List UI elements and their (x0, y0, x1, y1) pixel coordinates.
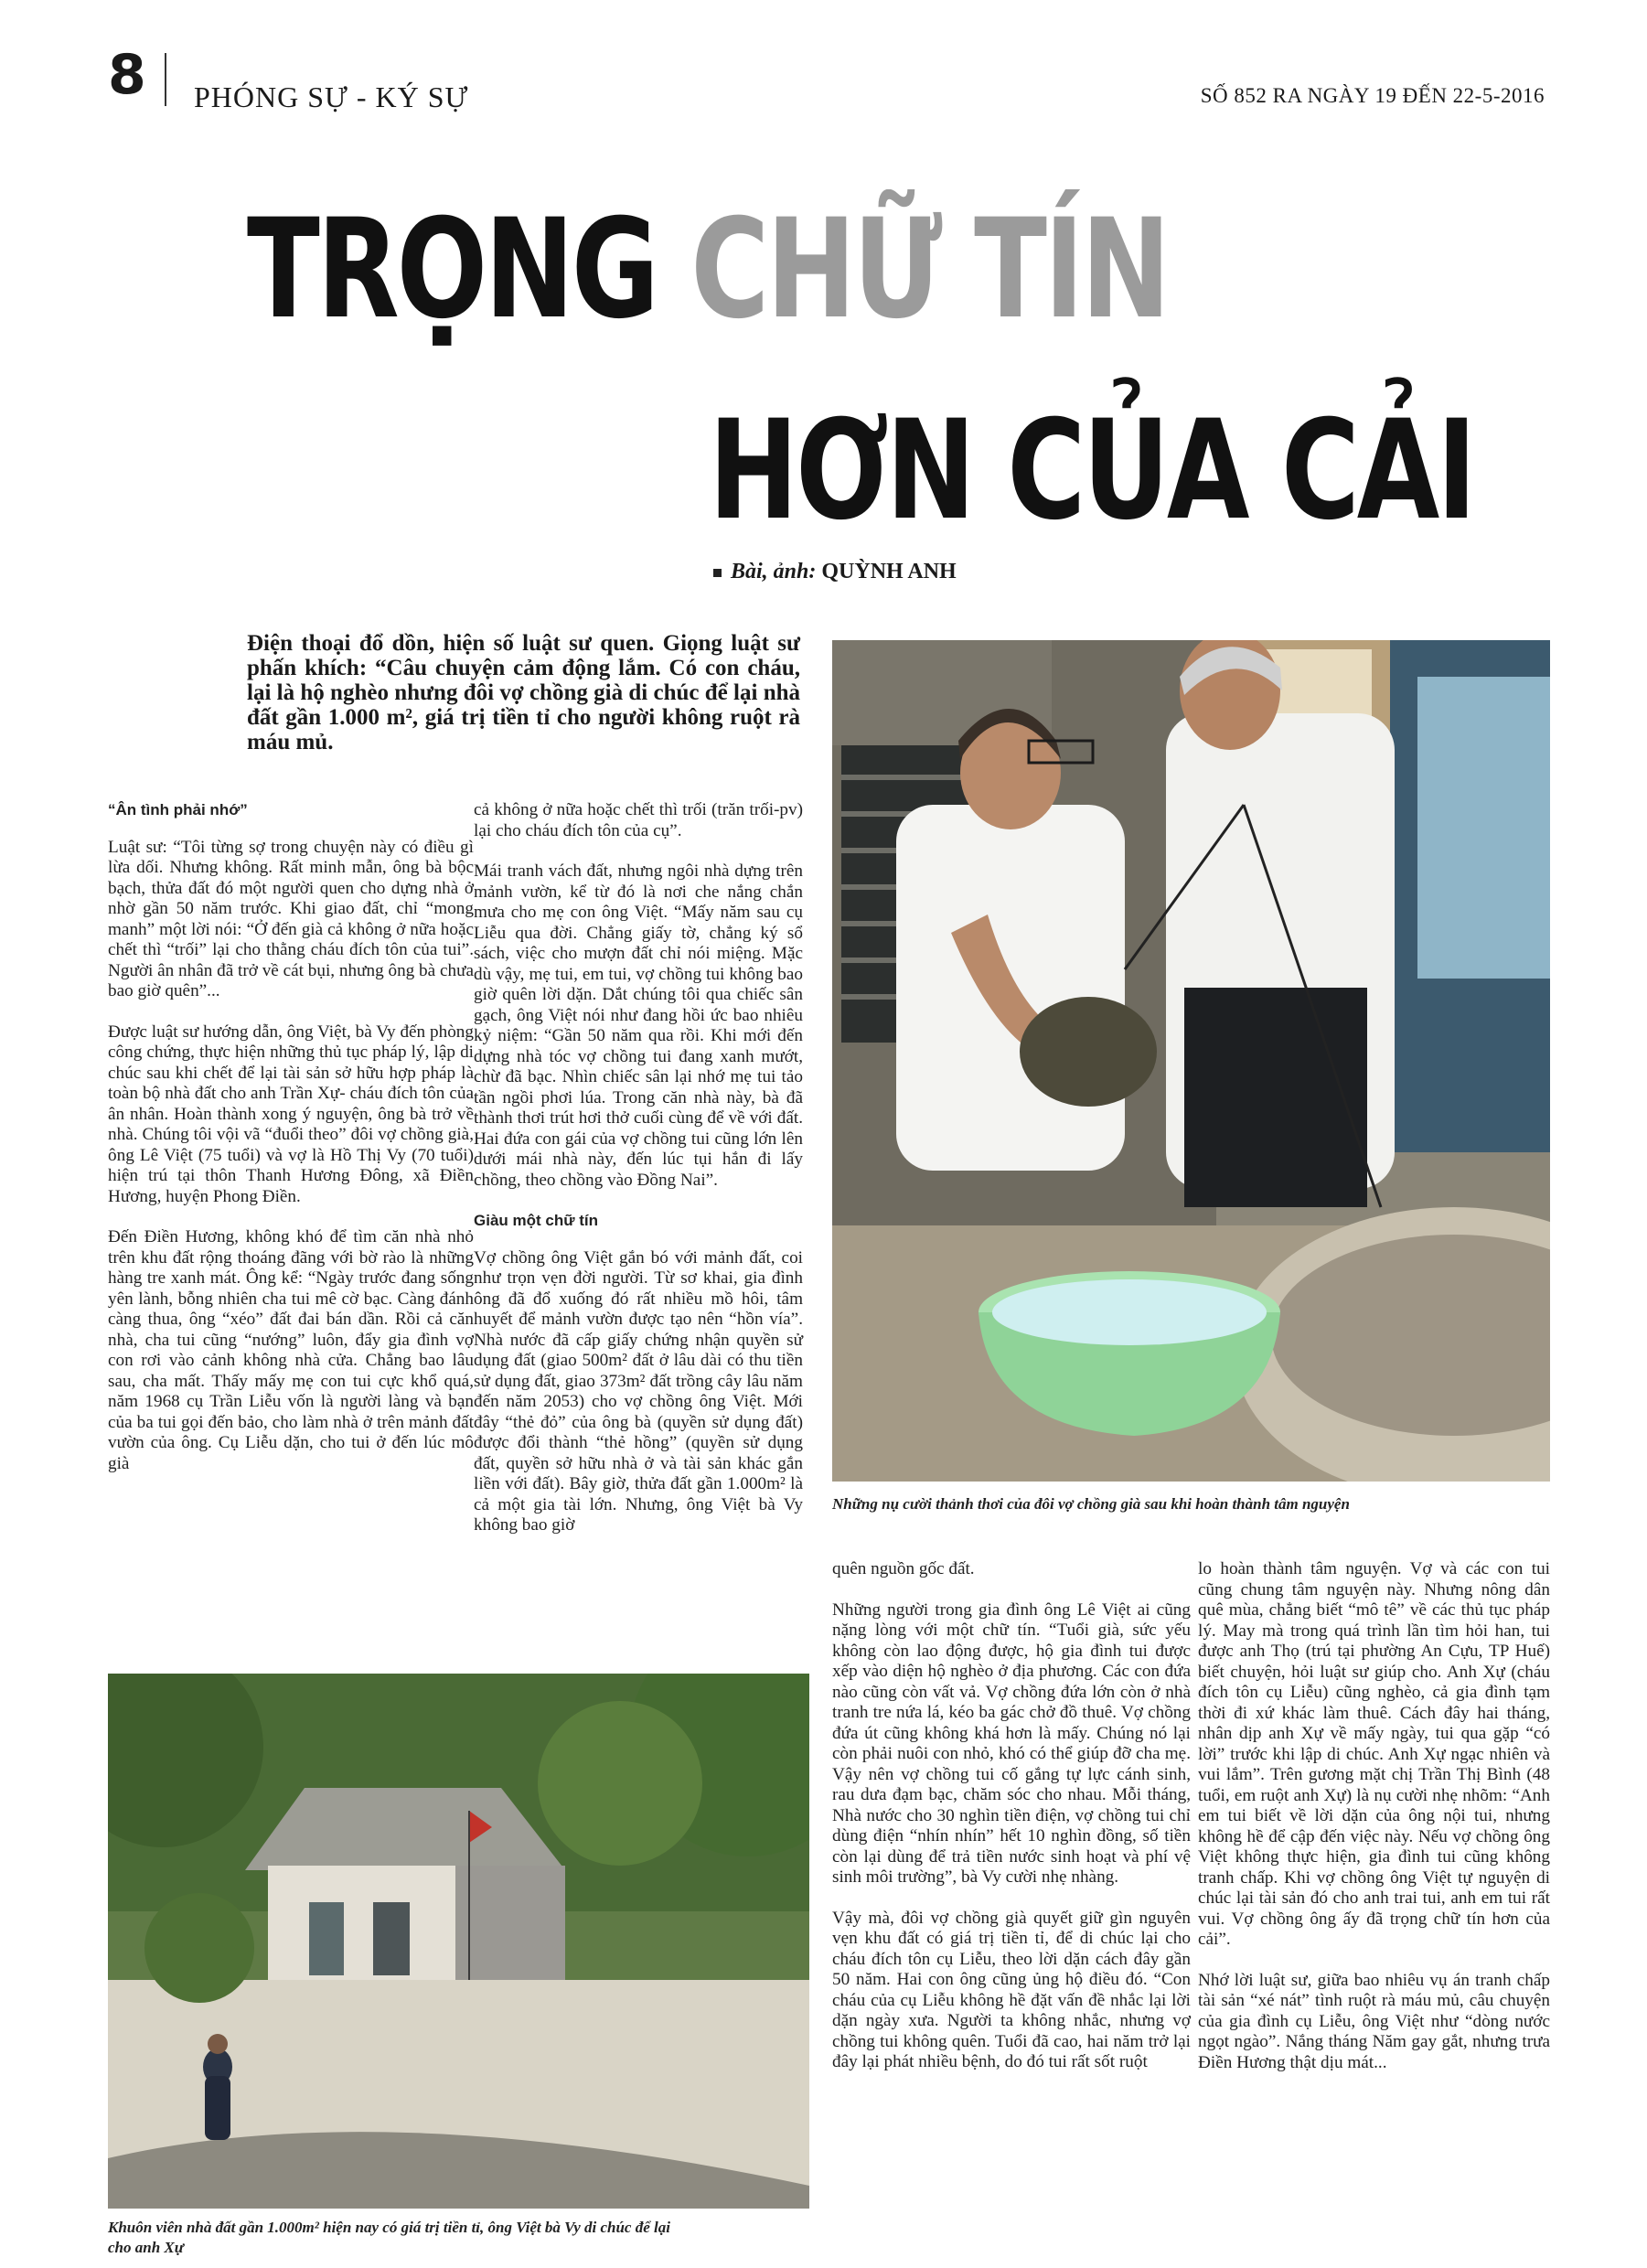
article-column-3 (832, 1559, 1191, 2093)
paragraph: Vậy mà, đôi vợ chồng già quyết giữ gìn nguyên vẹn khu đất có giá trị tiền tỉ, để di chúc lại cho cháu đích tôn cụ Liễu, theo lời dặn cách đây gần 50 năm. Hai con ông cũng ủng hộ điều đó. “Con cháu của cụ Liễu không hề đặt vấn đề nhắc lại lời dặn ngày xưa. Người ta không nhắc, nhưng vợ chồng tui không quên. Tuổi đã cao, hai năm trở lại đây lại phát nhiều bệnh, do đó tui rất sốt ruột (832, 1908, 1191, 2071)
paragraph: Mái tranh vách đất, nhưng ngôi nhà dựng trên mảnh vườn, kể từ đó là nơi che nắng chắn mưa cho mẹ con ông Việt. “Mấy năm sau cụ Liễu qua đời. Chẳng giấy tờ, chẳng ký sổ sách, việc cho mượn đất chỉ nói miệng. Mặc dù vậy, mẹ tui, em tui, vợ chồng tui không bao giờ quên lời dặn. Dắt chúng tôi qua chiếc sân gạch, ông Việt nói như đang hồi ức bao nhiêu kỷ niệm: “Gần 50 năm qua rồi. Khi mới đến dựng nhà tóc vợ chồng tui đang xanh mướt, chừ đã bạc. Nhìn chiếc sân lại nhớ mẹ tui tảo tần ngồi phơi lúa. Trong căn nhà này, bà đã thành thơi trút hơi thở cuối cùng để về với đất. Hai đứa con gái của vợ chồng tui cũng lớn lên dưới mái nhà này, đến lúc tụi hắn đi lấy chồng, theo chồng vào Đồng Nai”. (474, 861, 803, 1190)
page-number: 8 (108, 43, 146, 107)
couple-photo-illustration (832, 640, 1550, 1482)
bullet-square-icon (713, 569, 722, 577)
article-column-4 (1198, 1559, 1550, 2093)
paragraph: Nhớ lời luật sư, giữa bao nhiêu vụ án tranh chấp tài sản “xé nát” tình ruột rà máu mủ, câu chuyện của gia đình cụ Liễu, ông Việt như “dòng nước ngọt ngào”. Nắng tháng Năm gay gắt, nhưng trưa Điền Hương thật dịu mát... (1198, 1970, 1550, 2072)
byline-author: QUỲNH ANH (821, 560, 957, 583)
headline-line-1 (247, 190, 1169, 349)
paragraph: cả không ở nữa hoặc chết thì trối (trăn trối-pv) lại cho cháu đích tôn của cụ”. (474, 800, 803, 840)
paragraph: lo hoàn thành tâm nguyện. Vợ và các con tui cũng chung tâm nguyện này. Nhưng nông dân quê mùa, chẳng biết “mô tê” về các thủ tục pháp lý. May mà trong quá trình lần tìm hỏi han, tui được anh Thọ (trú tại phường An Cựu, TP Huế) biết chuyện, hỏi luật sư giúp cho. Anh Xự (cháu đích tôn cụ Liễu) cũng nghèo, cả gia đình tạm thời đi xứ khác làm thuê. Cách đây hai tháng, nhân dịp anh Xự về mấy ngày, tui qua gặp “có lời” trước khi lập di chúc. Anh Xự ngạc nhiên và vui lắm”. Trên gương mặt chị Trần Thị Bình (48 tuổi, em ruột anh Xự) là nụ cười nhẹ nhõm: “Anh em tui biết về lời dặn của ông nội tui, nhưng không hề để cập đến việc này. Nếu vợ chồng ông Việt không thực hiện, gia đình tui cũng không tranh chấp. Khi vợ chồng ông Việt tự nguyện di chúc lại tài sản đó cho anh trai tui, anh em tui rất vui. Vợ chồng ông ấy đã trọng chữ tín hơn của cải”. (1198, 1559, 1550, 1949)
headline-word-chu-tin: CHỮ TÍN (690, 190, 1169, 349)
house-photo (108, 1674, 809, 2209)
section-name: PHÓNG SỰ - KÝ SỰ (194, 80, 469, 113)
subheading-an-tinh: “Ân tình phải nhớ” (108, 801, 248, 818)
issue-info: SỐ 852 RA NGÀY 19 ĐẾN 22-5-2016 (1200, 84, 1545, 107)
paragraph: Vợ chồng ông Việt gắn bó với mảnh đất, coi như trọn vẹn đời người. Từ sơ khai, gia đình ông đã đổ xuống đó rất nhiều mồ hôi, tâm huyết để mảnh vườn được tạo nên “hồn vía”. Nhà nước đã cấp giấy chứng nhận quyền sử dụng đất (giao 500m² đất ở lâu dài có thu tiền sử dụng đất, giao 373m² đất trồng cây lâu năm đến năm 2053) cho vợ chồng ông Việt. Mới đây “thẻ đỏ” của ông bà (quyền sử dụng đất) được đổi thành “thẻ hồng” (quyền sử dụng đất, quyền sở hữu nhà ở và tài sản khác gắn liền với đất). Bây giờ, thửa đất gần 1.000m² là cả một gia tài lớn. Nhưng, ông Việt bà Vy không bao giờ (474, 1247, 803, 1535)
house-photo-illustration (108, 1674, 809, 2209)
byline-label: Bài, ảnh: (731, 560, 817, 583)
paragraph: Được luật sư hướng dẫn, ông Việt, bà Vy đến phòng công chứng, thực hiện những thủ tục pháp lý, lập di chúc sau khi chết để lại tài sản sở hữu hợp pháp là toàn bộ nhà đất cho anh Trần Xự- cháu đích tôn của ân nhân. Hoàn thành xong ý nguyện, ông bà trở về nhà. Chúng tôi vội vã “đuổi theo” đôi vợ chồng già, ông Lê Việt (75 tuổi) và vợ là Hồ Thị Vy (70 tuổi) hiện trú tại thôn Thanh Hương Đông, xã Điền Hương, huyện Phong Điền. (108, 1022, 474, 1206)
headline-line-2: HƠN CỦA CẢI (709, 391, 1474, 551)
paragraph: Đến Điền Hương, không khó để tìm căn nhà nhỏ trên khu đất rộng thoáng đãng với bờ rào là những hàng tre xanh mát. Ông kể: “Ngày trước đang sống yên lành, bỗng nhiên cha tui mê cờ bạc. Càng đánh càng thua, ông “xéo” đất đai bán dần. Rồi cả căn nhà, cha tui cũng “nướng” luôn, đẩy gia đình vợ con rơi vào cảnh không nhà cửa. Chẳng bao lâu sau, cha mất. Thấy mấy mẹ con tui cực khổ quá, năm 1968 cụ Trần Liễu vốn là người làng và bạn của ba tui gọi đến bảo, cho làm nhà ở trên mảnh đất vườn của ông. Cụ Liễu dặn, cho tui ở đến lúc mô già (108, 1227, 474, 1473)
header-divider (165, 53, 166, 106)
byline (713, 560, 957, 584)
headline-word-trong: TRỌNG (247, 190, 657, 349)
subheading-giau-chu-tin: Giàu một chữ tín (474, 1212, 599, 1229)
paragraph: Luật sư: “Tôi từng sợ trong chuyện này có điều gì lừa dối. Nhưng không. Rất minh mẫn, ông bà bộc bạch, thửa đất đó một người quen cho dựng nhà ở nhờ gần 50 năm trước. Khi giao đất, chỉ “mong manh” một lời nói: “Ở đến già cả không ở nữa hoặc chết thì “trối” lại cho thằng cháu đích tôn của tui”. Người ân nhân đã trở về cát bụi, nhưng ông bà chưa bao giờ quên”... (108, 837, 474, 1000)
paragraph: quên nguồn gốc đất. (832, 1559, 975, 1578)
article-column-1 (108, 800, 474, 1494)
main-photo-couple-at-well (832, 640, 1550, 1482)
main-photo-caption: Những nụ cười thảnh thơi của đôi vợ chồng già sau khi hoàn thành tâm nguyện (832, 1495, 1350, 1513)
paragraph: Những người trong gia đình ông Lê Việt ai cũng nặng lòng với một chữ tín. “Tuổi già, sức yếu không còn lao động được, hộ gia đình tui được xếp vào diện hộ nghèo ở địa phương. Các con đứa nào cũng còn vất vả. Vợ chồng đứa lớn còn ở nhà tranh tre nứa lá, kéo ba gác chở đồ thuê. Vợ chồng đứa út cũng không khá hơn là mấy. Chúng nó lại còn phải nuôi con nhỏ, khó có thể giúp đỡ cha mẹ. Vậy nên vợ chồng tui cố gắng tự lực cánh sinh, rau dưa đạm bạc, chăm sóc cho nhau. Mỗi tháng, Nhà nước cho 30 nghìn tiền điện, vợ chồng tui chỉ dùng điện “nhín nhín” hết 10 nghìn đồng, số tiền còn lại dùng để trả tiền nước sinh hoạt và phí vệ sinh môi trường”, bà Vy cười nhẹ nhàng. (832, 1599, 1191, 1887)
lead-paragraph: Điện thoại đổ dồn, hiện số luật sư quen. Giọng luật sư phấn khích: “Câu chuyện cảm động lắm. Có con cháu, lại là hộ nghèo nhưng đôi vợ chồng già di chúc để lại nhà đất gần 1.000 m², giá trị tiền tỉ cho người không ruột rà máu mủ. (247, 631, 800, 754)
article-column-2 (474, 800, 803, 1557)
house-photo-caption: Khuôn viên nhà đất gần 1.000m² hiện nay có giá trị tiền tỉ, ông Việt bà Vy di chúc để lại cho anh Xự (108, 2219, 670, 2256)
